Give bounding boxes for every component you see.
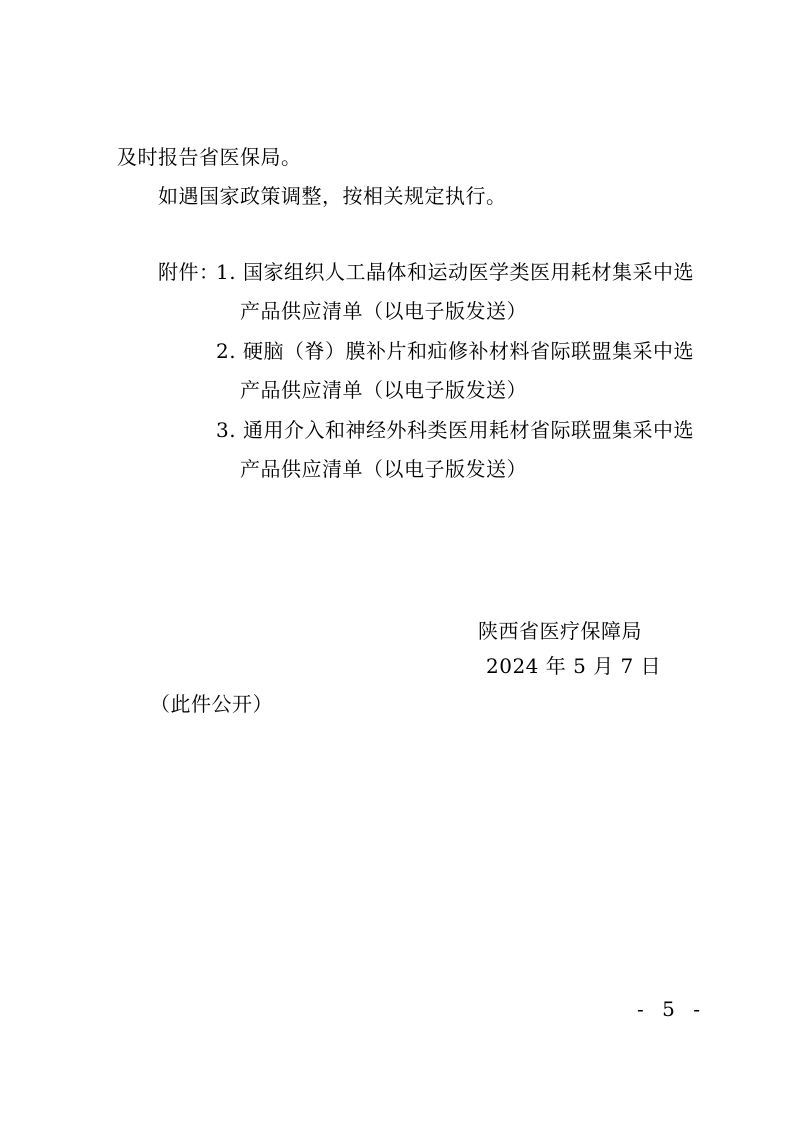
attachment-2-line-2: 产品供应清单（以电子版发送） <box>240 378 527 402</box>
body-line-2: 如遇国家政策调整，按相关规定执行。 <box>158 184 507 208</box>
attachment-3-line-1: 3. 通用介入和神经外科类医用耗材省际联盟集采中选 <box>216 418 694 442</box>
body-line-1: 及时报告省医保局。 <box>117 145 302 169</box>
page-number: - 5 - <box>637 997 706 1021</box>
signature-org: 陕西省医疗保障局 <box>478 619 642 643</box>
attachment-2-line-1: 2. 硬脑（脊）膜补片和疝修补材料省际联盟集采中选 <box>216 339 694 363</box>
attachment-3-line-2: 产品供应清单（以电子版发送） <box>240 457 527 481</box>
attachment-1-line-1: 1. 国家组织人工晶体和运动医学类医用耗材集采中选 <box>216 260 694 284</box>
attachments-label: 附件： <box>158 260 220 284</box>
attachment-1-line-2: 产品供应清单（以电子版发送） <box>240 299 527 323</box>
signature-date: 2024 年 5 月 7 日 <box>486 654 662 678</box>
disclosure-note: （此件公开） <box>150 692 273 716</box>
